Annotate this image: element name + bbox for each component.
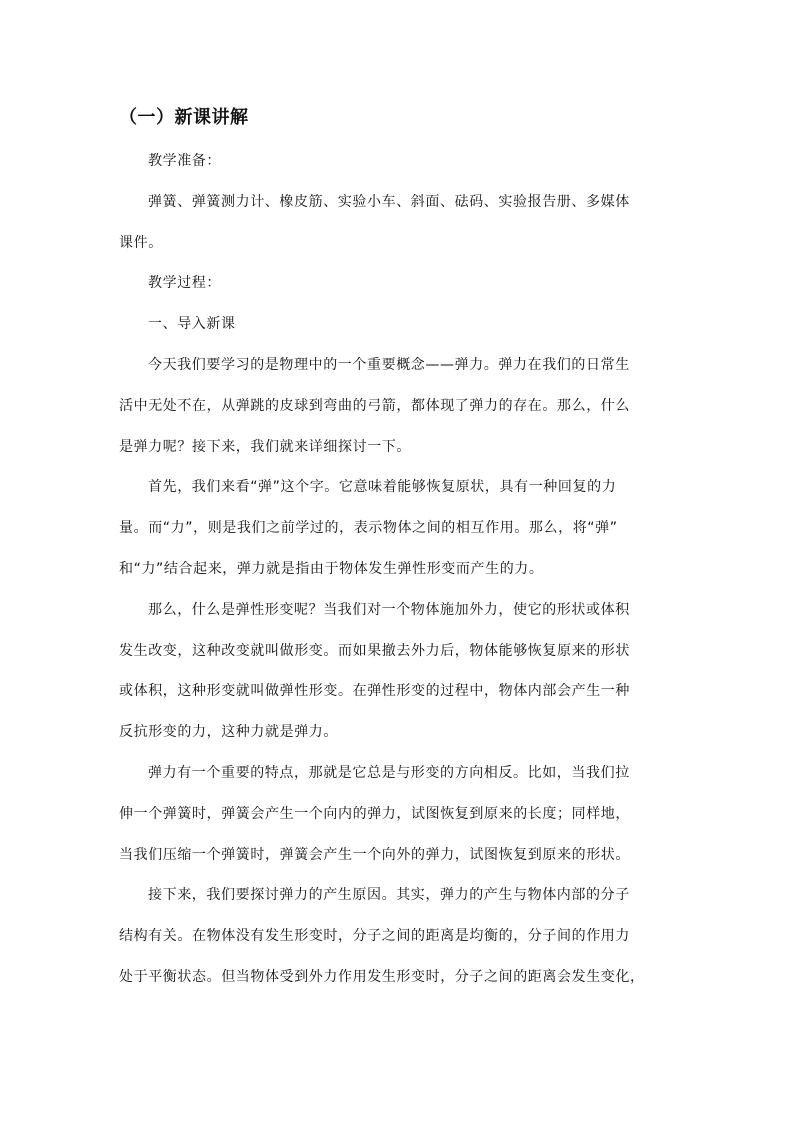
document-line: 和“力”结合起来，弹力就是指由于物体发生弹性形变而产生的力。 — [119, 560, 544, 577]
document-line: 教学准备： — [148, 153, 221, 169]
document-line: 结构有关。在物体没有发生形变时，分子之间的距离是均衡的，分子间的作用力 — [119, 928, 630, 945]
document-line: 今天我们要学习的是物理中的一个重要概念——弹力。弹力在我们的日常生 — [148, 356, 630, 373]
document-line: 教学过程： — [148, 275, 221, 292]
document-line: 或体积，这种形变就叫做弹性形变。在弹性形变的过程中，物体内部会产生一种 — [119, 683, 630, 700]
document-line: 首先，我们来看“弹”这个字。它意味着能够恢复原状，具有一种回复的力 — [148, 479, 617, 496]
document-line: 接下来，我们要探讨弹力的产生原因。其实，弹力的产生与物体内部的分子 — [148, 887, 630, 904]
document-line: 发生改变，这种改变就叫做形变。而如果撤去外力后，物体能够恢复原来的形状 — [119, 642, 630, 659]
document-line: 一、导入新课 — [148, 316, 236, 333]
document-line: 当我们压缩一个弹簧时，弹簧会产生一个向外的弹力，试图恢复到原来的形状。 — [119, 846, 630, 863]
document-line: 是弹力呢？接下来，我们就来详细探讨一下。 — [119, 438, 411, 455]
document-line: 弹力有一个重要的特点，那就是它总是与形变的方向相反。比如，当我们拉 — [148, 764, 630, 781]
paragraph-lines — [119, 141, 679, 998]
document-line: 伸一个弹簧时，弹簧会产生一个向内的弹力，试图恢复到原来的长度；同样地， — [119, 805, 630, 822]
document-line: 量。而“力”，则是我们之前学过的，表示物体之间的相互作用。那么，将“弹” — [119, 520, 618, 537]
document-line: 反抗形变的力，这种力就是弹力。 — [119, 724, 338, 741]
document-line: 弹簧、弹簧测力计、橡皮筋、实验小车、斜面、砝码、实验报告册、多媒体 — [148, 193, 630, 210]
document-line: 课件。 — [119, 234, 163, 251]
document-line: 那么，什么是弹性形变呢？当我们对一个物体施加外力，使它的形状或体积 — [148, 601, 630, 618]
document-line: 处于平衡状态。但当物体受到外力作用发生形变时，分子之间的距离会发生变化， — [119, 968, 645, 985]
section-heading: （一）新课讲解 — [119, 107, 249, 128]
document-body — [119, 102, 679, 998]
document-line: 活中无处不在，从弹跳的皮球到弯曲的弓箭，都体现了弹力的存在。那么，什么 — [119, 397, 630, 414]
